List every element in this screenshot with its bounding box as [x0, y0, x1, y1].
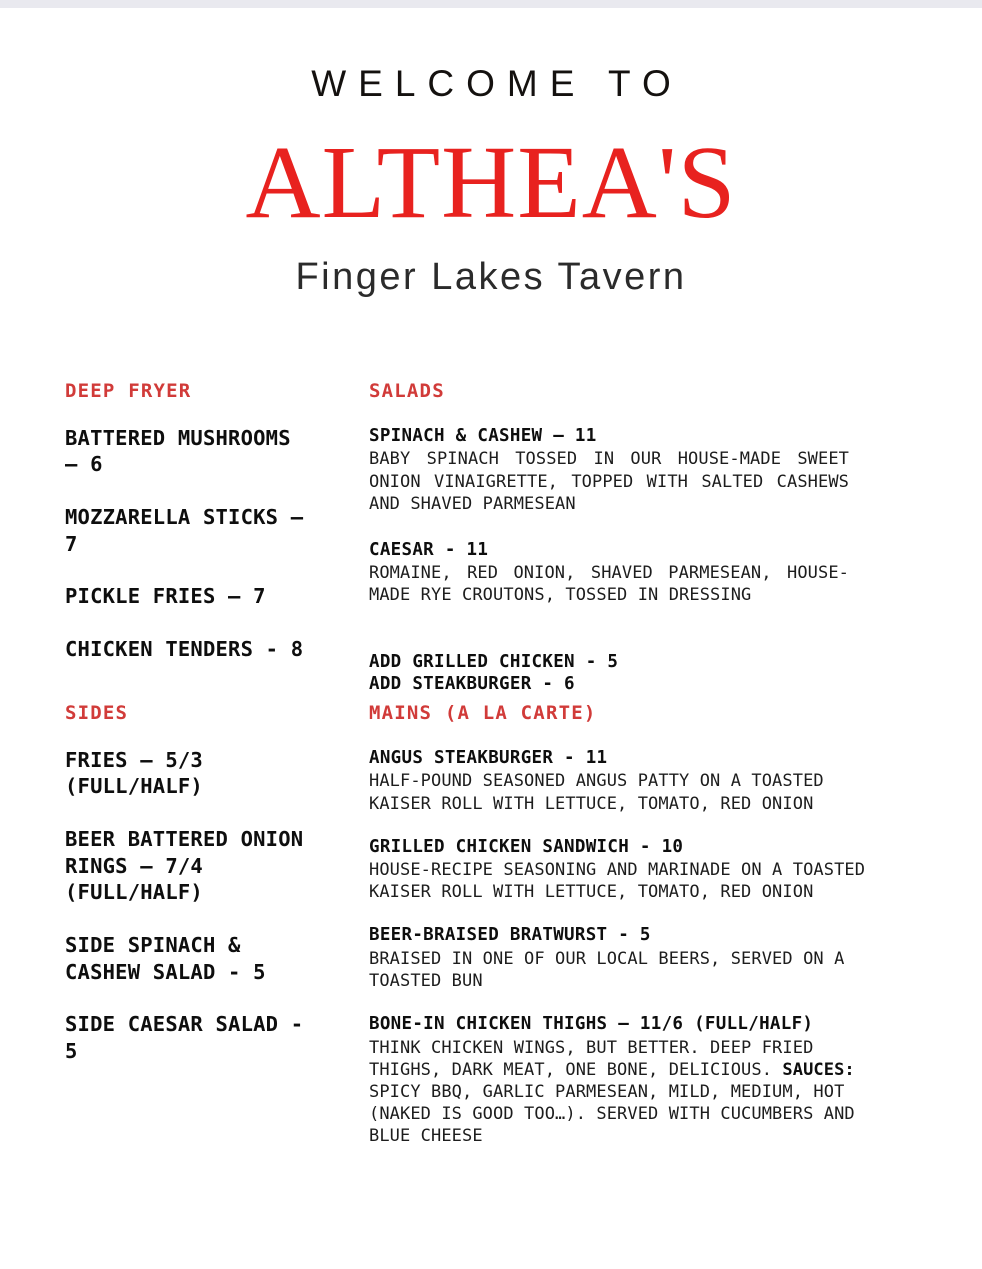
- menu-item-name: ANGUS STEAKBURGER - 11: [369, 747, 608, 768]
- salad-addon-line: ADD STEAKBURGER - 6: [369, 674, 575, 695]
- description-text-lead: THINK CHICKEN WINGS, BUT BETTER. DEEP FRIED THIGHS, DARK MEAT, ONE BONE, DELICIOUS.: [369, 1037, 814, 1080]
- menu-item-description: BRAISED IN ONE OF OUR LOCAL BEERS, SERVED ON A TOASTED BUN: [369, 949, 845, 992]
- menu-item: [369, 425, 982, 515]
- welcome-heading: WELCOME TO: [311, 63, 683, 104]
- section-title-deep-fryer: DEEP FRYER: [65, 380, 192, 402]
- section-salads: [369, 380, 982, 696]
- brand-tagline: Finger Lakes Tavern: [295, 255, 687, 298]
- salad-addon-line: ADD GRILLED CHICKEN - 5: [369, 651, 619, 672]
- menu-item: [369, 1013, 982, 1147]
- menu-page: [0, 8, 982, 1269]
- masthead: [0, 8, 982, 298]
- menu-item: FRIES – 5/3 (FULL/HALF): [65, 747, 203, 799]
- menu-item-name: GRILLED CHICKEN SANDWICH - 10: [369, 836, 684, 857]
- menu-item-description: BABY SPINACH TOSSED IN OUR HOUSE-MADE SWEET ONION VINAIGRETTE, TOPPED WITH SALTED CASHEWS AND SHAVED PARMESEAN: [369, 449, 849, 514]
- menu-item-name: BEER-BRAISED BRATWURST - 5: [369, 925, 651, 946]
- menu-grid: [0, 380, 982, 1168]
- menu-item: CHICKEN TENDERS - 8: [65, 637, 304, 661]
- menu-item-name: SPINACH & CASHEW – 11: [369, 425, 597, 446]
- menu-item: BATTERED MUSHROOMS – 6: [65, 425, 291, 477]
- salad-addons: [369, 651, 982, 697]
- section-title-mains: MAINS (A LA CARTE): [369, 702, 597, 725]
- menu-item-name: CAESAR - 11: [369, 539, 489, 560]
- section-deep-fryer: [65, 380, 365, 663]
- menu-item: SIDE SPINACH & CASHEW SALAD - 5: [65, 933, 266, 984]
- menu-item: MOZZARELLA STICKS – 7: [65, 505, 304, 556]
- menu-item: [369, 836, 982, 904]
- sauces-label: SAUCES:: [782, 1059, 855, 1080]
- section-title-sides: SIDES: [65, 702, 129, 725]
- menu-item: PICKLE FRIES – 7: [65, 584, 266, 609]
- menu-item: [369, 747, 982, 815]
- menu-item-description: ROMAINE, RED ONION, SHAVED PARMESEAN, HOUSE-MADE RYE CROUTONS, TOSSED IN DRESSING: [369, 563, 849, 606]
- menu-item: BEER BATTERED ONION RINGS – 7/4 (FULL/HALF): [65, 827, 304, 905]
- menu-item: SIDE CAESAR SALAD - 5: [65, 1012, 304, 1063]
- menu-row-one: [0, 380, 982, 696]
- menu-item-name: BONE-IN CHICKEN THIGHS – 11/6 (FULL/HALF): [369, 1014, 814, 1035]
- description-text-tail: SPICY BBQ, GARLIC PARMESEAN, MILD, MEDIUM, HOT (NAKED IS GOOD TOO…). SERVED WITH CUCUMBERS AND BLUE CHEESE: [369, 1082, 855, 1147]
- section-title-salads: SALADS: [369, 380, 445, 402]
- menu-item: [369, 924, 982, 992]
- menu-row-two: [0, 702, 982, 1168]
- menu-item: [369, 539, 982, 607]
- menu-item-description: HOUSE-RECIPE SEASONING AND MARINADE ON A TOASTED KAISER ROLL WITH LETTUCE, TOMATO, RED ONION: [369, 860, 866, 903]
- menu-item-description: HALF-POUND SEASONED ANGUS PATTY ON A TOASTED KAISER ROLL WITH LETTUCE, TOMATO, RED ONION: [369, 771, 824, 814]
- brand-title: ALTHEA'S: [245, 124, 737, 240]
- section-sides: [65, 702, 365, 1065]
- viewer-top-strip: [0, 0, 982, 8]
- menu-item-description: [369, 1037, 881, 1147]
- section-mains: [369, 702, 982, 1168]
